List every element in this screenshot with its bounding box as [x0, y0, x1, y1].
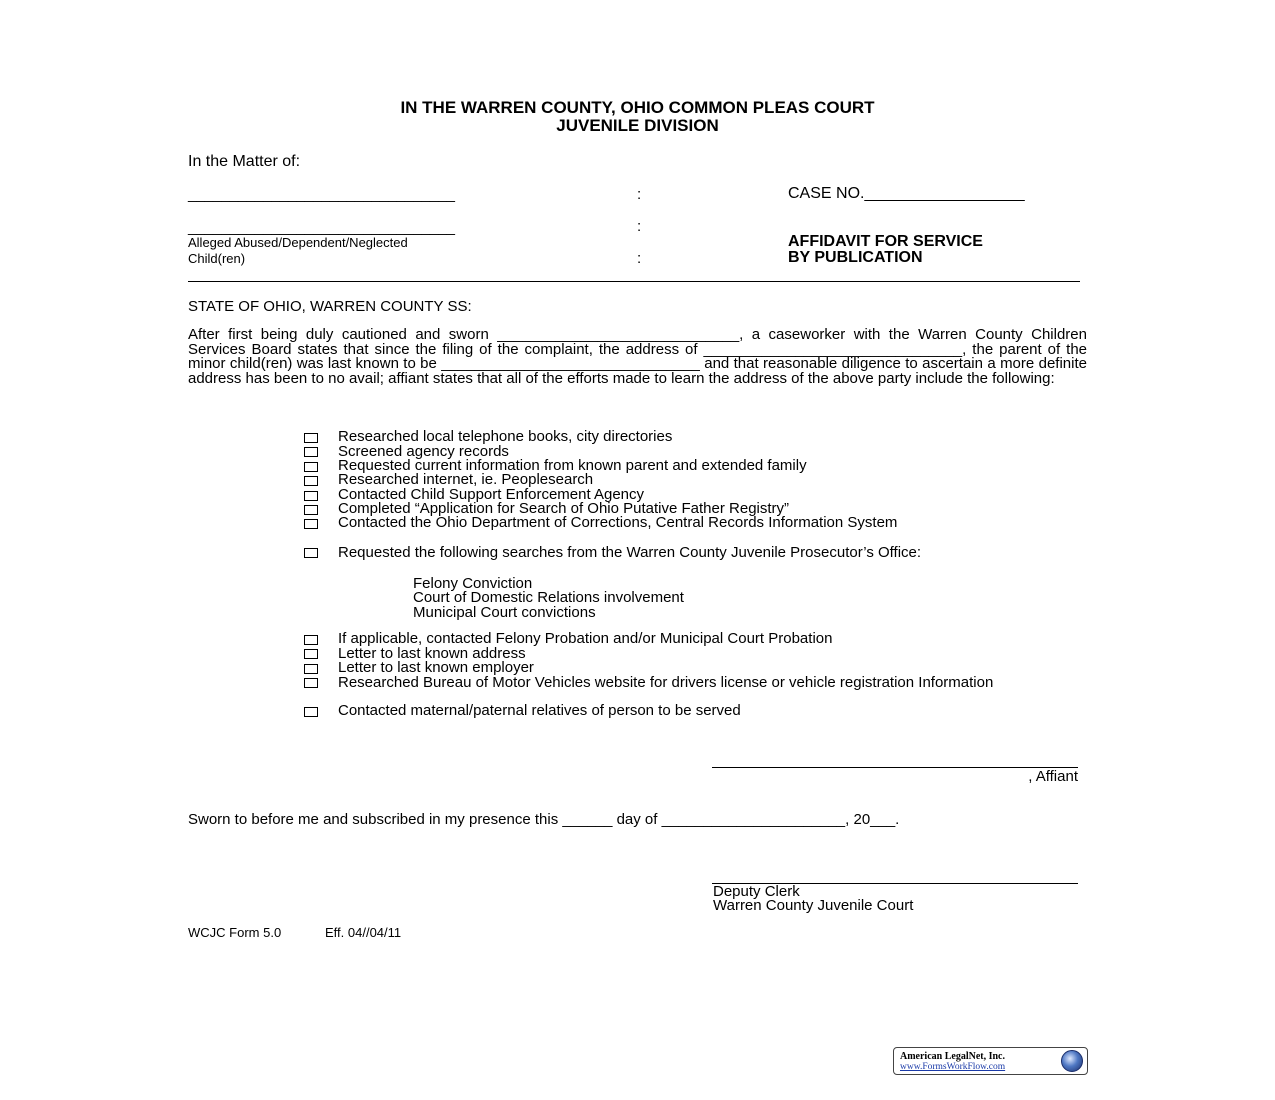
checkbox-internet[interactable]	[304, 476, 318, 486]
affidavit-paragraph: After first being duly cautioned and sworn _____________________________, a caseworker with the Warren County Children Services Board states that since the filing of the complaint, the address of _______________________________, the parent of the minor child(ren) was last known to be _______________________________ and that reasonable diligence to ascertain a more definite address has been to no avail; affiant states that all of the efforts made to learn the address of the above party include the following:	[188, 326, 1087, 387]
checkbox-bmv[interactable]	[304, 678, 318, 688]
checkbox-probation[interactable]	[304, 635, 318, 645]
checkbox-corrections[interactable]	[304, 519, 318, 529]
affidavit-title-line1: AFFIDAVIT FOR SERVICE	[788, 233, 983, 250]
affiant-label: , Affiant	[1028, 768, 1078, 785]
effort-item: Completed “Application for Search of Ohio Putative Father Registry”	[338, 500, 790, 517]
alleged-label-line2: Child(ren)	[188, 251, 246, 266]
checkbox-child-support[interactable]	[304, 491, 318, 501]
checkbox-putative-father[interactable]	[304, 505, 318, 515]
court-title: IN THE WARREN COUNTY, OHIO COMMON PLEAS COURT	[400, 98, 875, 117]
effort-item: Contacted the Ohio Department of Corrections, Central Records Information System	[338, 514, 898, 531]
checkbox-parent-family[interactable]	[304, 462, 318, 472]
publisher-name: American LegalNet, Inc.	[900, 1051, 1005, 1062]
globe-icon	[1061, 1050, 1083, 1072]
division-title: JUVENILE DIVISION	[556, 116, 719, 135]
effort-item: Screened agency records	[338, 443, 509, 460]
matter-of-label: In the Matter of:	[188, 153, 301, 170]
effort-item: Researched internet, ie. Peoplesearch	[338, 471, 594, 488]
search-subitem: Municipal Court convictions	[413, 604, 596, 621]
caption-colon-3: :	[637, 250, 642, 267]
checkbox-agency-records[interactable]	[304, 447, 318, 457]
effort-item: Letter to last known address	[338, 645, 526, 662]
effort-item: Contacted maternal/paternal relatives of person to be served	[338, 702, 741, 719]
child-name-field-1[interactable]: ________________________________	[188, 186, 455, 203]
effort-item: Requested the following searches from the Warren County Juvenile Prosecutor’s Office:	[338, 544, 922, 561]
search-subitem: Court of Domestic Relations involvement	[413, 589, 684, 606]
checkbox-relatives[interactable]	[304, 707, 318, 717]
affidavit-title-line2: BY PUBLICATION	[788, 249, 923, 266]
form-number: WCJC Form 5.0	[188, 925, 282, 940]
effort-item: Letter to last known employer	[338, 659, 534, 676]
effort-item: Contacted Child Support Enforcement Agency	[338, 486, 645, 503]
child-name-field-2[interactable]: ________________________________	[188, 219, 455, 236]
publisher-logo[interactable]	[893, 1047, 1088, 1075]
venue-line: STATE OF OHIO, WARREN COUNTY SS:	[188, 298, 472, 315]
publisher-url-link[interactable]: www.FormsWorkFlow.com	[900, 1062, 1006, 1072]
deputy-clerk-label: Deputy Clerk	[713, 883, 800, 900]
court-name-label: Warren County Juvenile Court	[713, 897, 914, 914]
caption-divider	[188, 281, 1080, 282]
caption-colon-1: :	[637, 186, 642, 203]
effective-date: Eff. 04//04/11	[325, 925, 402, 940]
checkbox-letter-employer[interactable]	[304, 664, 318, 674]
effort-item: Researched local telephone books, city directories	[338, 428, 673, 445]
caption-colon-2: :	[637, 218, 642, 235]
search-subitem: Felony Conviction	[413, 575, 533, 592]
checkbox-letter-address[interactable]	[304, 649, 318, 659]
sworn-statement: Sworn to before me and subscribed in my presence this ______ day of ______________________, 20___.	[188, 811, 900, 828]
effort-item: Researched Bureau of Motor Vehicles website for drivers license or vehicle registration Information	[338, 674, 994, 691]
checkbox-telephone-books[interactable]	[304, 433, 318, 443]
case-number-field[interactable]: CASE NO.__________________	[788, 185, 1025, 202]
alleged-label-line1: Alleged Abused/Dependent/Neglected	[188, 235, 408, 250]
effort-item: If applicable, contacted Felony Probation and/or Municipal Court Probation	[338, 630, 833, 647]
effort-item: Requested current information from known parent and extended family	[338, 457, 807, 474]
checkbox-prosecutor-searches[interactable]	[304, 548, 318, 558]
